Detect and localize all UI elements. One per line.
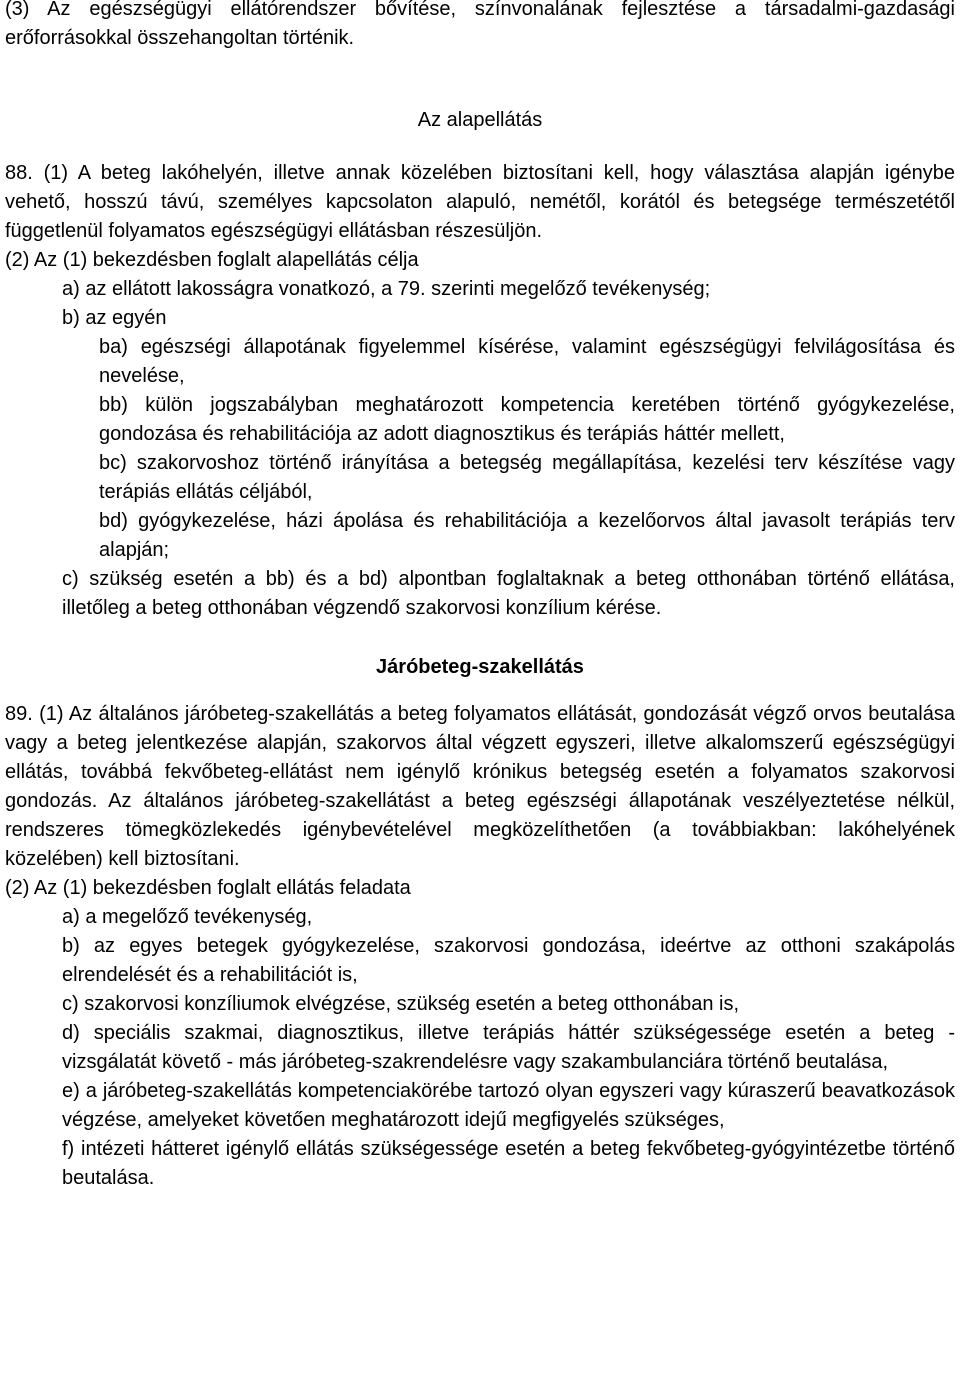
heading-alapellatas: Az alapellátás bbox=[417, 109, 543, 131]
section-88-point-ba: ba) egészségi állapotának figyelemmel kísérése, valamint egészségügyi felvilágosítása és nevelése, bbox=[99, 336, 955, 387]
document-page bbox=[5, 0, 955, 1193]
section-88-point-bc: bc) szakorvoshoz történő irányítása a betegség megállapítása, kezelési terv készítése vagy terápiás ellátás céljából, bbox=[99, 452, 955, 503]
section-88-point-bd: bd) gyógykezelése, házi ápolása és rehabilitációja a kezelőorvos által javasolt terápiás terv alapján; bbox=[99, 510, 955, 561]
section-88-point-bb: bb) külön jogszabályban meghatározott kompetencia keretében történő gyógykezelése, gondozása és rehabilitációja az adott diagnosztikus és terápiás háttér mellett, bbox=[99, 394, 955, 445]
section-88-paragraph-2: (2) Az (1) bekezdésben foglalt alapellátás célja bbox=[5, 249, 419, 271]
section-88-point-b: b) az egyén bbox=[62, 307, 167, 329]
section-89-point-b: b) az egyes betegek gyógykezelése, szakorvosi gondozása, ideértve az otthoni szakápolás elrendelését és a rehabilitációt is, bbox=[62, 935, 955, 986]
section-89-point-f: f) intézeti hátteret igénylő ellátás szükségessége esetén a beteg fekvőbeteg-gyógyintézetbe történő beutalása. bbox=[62, 1138, 955, 1189]
section-89-paragraph-1: 89. (1) Az általános járóbeteg-szakellátás a beteg folyamatos ellátását, gondozását végző orvos beutalása vagy a beteg jelentkezése alapján, szakorvos által végzett egyszeri, illetve alkalomszerű egészségügyi ellátás, továbbá fekvőbeteg-ellátást nem igénylő krónikus betegség esetén a folyamatos szakorvosi gondozás. Az általános járóbeteg-szakellátást a beteg egészségi állapotának veszélyeztetése nélkül, rendszeres tömegközlekedés igénybevételével megközelíthetően (a továbbiakban: lakóhelyének közelében) kell biztosítani. bbox=[5, 703, 955, 870]
section-89-point-c: c) szakorvosi konzíliumok elvégzése, szükség esetén a beteg otthonában is, bbox=[62, 993, 740, 1015]
section-89-point-d: d) speciális szakmai, diagnosztikus, illetve terápiás háttér szükségessége esetén a beteg - vizsgálatát követő - más járóbeteg-szakrendelésre vagy szakambulanciára történő beutalása, bbox=[62, 1022, 955, 1073]
section-88-point-a: a) az ellátott lakosságra vonatkozó, a 79. szerinti megelőző tevékenység; bbox=[62, 278, 711, 300]
paragraph-item-3: (3) Az egészségügyi ellátórendszer bővítése, színvonalának fejlesztése a társadalmi-gazdasági erőforrásokkal összehangoltan történik. bbox=[5, 0, 955, 49]
section-89-paragraph-2: (2) Az (1) bekezdésben foglalt ellátás feladata bbox=[5, 877, 411, 899]
section-89-point-a: a) a megelőző tevékenység, bbox=[62, 906, 313, 928]
section-88-point-c: c) szükség esetén a bb) és a bd) alpontban foglaltaknak a beteg otthonában történő ellátása, illetőleg a beteg otthonában végzendő szakorvosi konzílium kérése. bbox=[62, 568, 955, 619]
section-89-point-e: e) a járóbeteg-szakellátás kompetenciakörébe tartozó olyan egyszeri vagy kúraszerű beavatkozások végzése, amelyeket követően meghatározott idejű megfigyelés szükséges, bbox=[62, 1080, 955, 1131]
heading-jarobeteg: Járóbeteg-szakellátás bbox=[376, 656, 584, 678]
section-88-paragraph-1: 88. (1) A beteg lakóhelyén, illetve annak közelében biztosítani kell, hogy választása alapján igénybe vehető, hosszú távú, személyes kapcsolaton alapuló, nemétől, korától és betegsége természetétől függetlenül folyamatos egészségügyi ellátásban részesüljön. bbox=[5, 162, 955, 242]
